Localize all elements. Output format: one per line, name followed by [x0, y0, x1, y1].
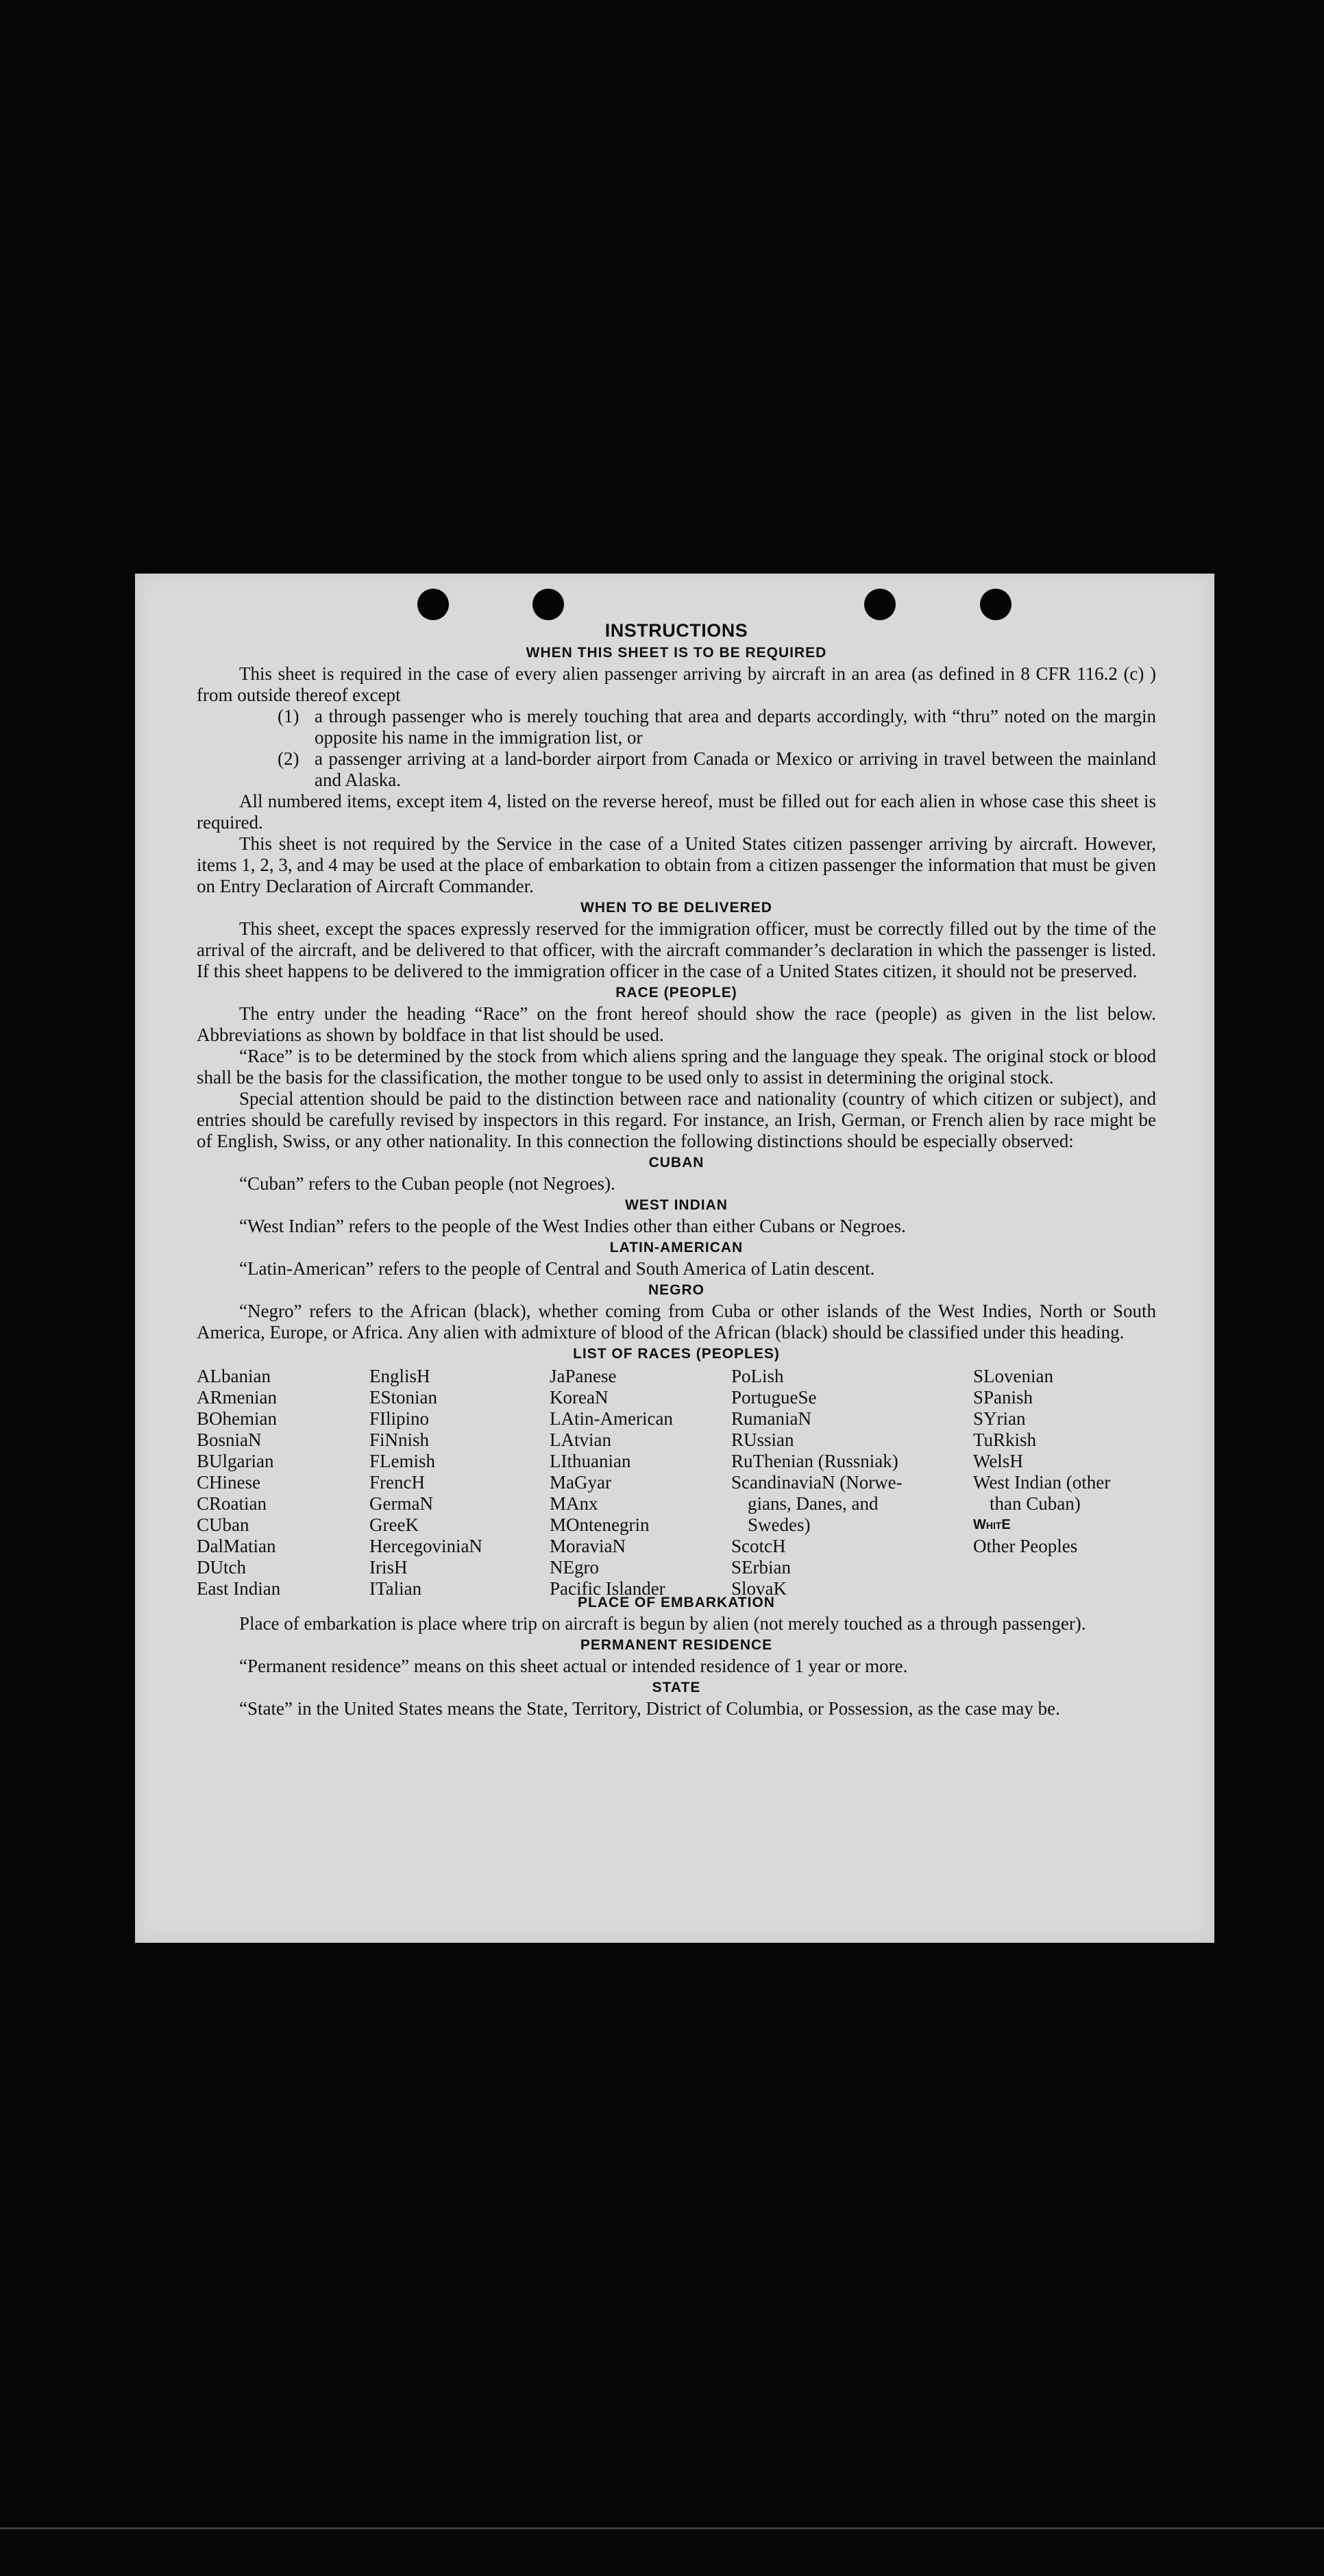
- heading-residence: PERMANENT RESIDENCE: [580, 1637, 773, 1653]
- race-entry: CHinese: [197, 1472, 260, 1493]
- race-entry: Other Peoples: [973, 1536, 1078, 1556]
- race-entry: MAnx: [550, 1493, 598, 1514]
- scanner-edge-line: [0, 2527, 1324, 2529]
- race-entry: LIthuanian: [550, 1451, 631, 1471]
- race-entry: DalMatian: [197, 1536, 276, 1556]
- race-entry: RumaniaN: [731, 1408, 811, 1429]
- paragraph: “Cuban” refers to the Cuban people (not Negroes).: [239, 1173, 615, 1194]
- race-column-2: [369, 1366, 482, 1599]
- race-entry: GreeK: [369, 1514, 419, 1535]
- paragraph: “Race” is to be determined by the stock from which aliens spring and the language they speak. The original stock or blood shall be the basis for the classification, the mother tongue to be used only to assist in determining the original stock.: [197, 1046, 1156, 1088]
- race-column-1: [197, 1366, 280, 1599]
- race-entry: LAtin-American: [550, 1408, 673, 1429]
- race-entry: BUlgarian: [197, 1451, 274, 1471]
- punch-hole: [417, 589, 449, 620]
- paragraph: “Negro” refers to the African (black), whether coming from Cuba or other islands of the West Indies, North or South America, Europe, or Africa. Any alien with admixture of blood of the African (black) should be classified under this heading.: [197, 1301, 1156, 1342]
- race-entry: East Indian: [197, 1578, 281, 1599]
- heading-state: STATE: [652, 1680, 701, 1695]
- race-entry: than Cuban): [990, 1493, 1081, 1514]
- heading-when-required: WHEN THIS SHEET IS TO BE REQUIRED: [526, 645, 827, 661]
- item-text: a through passenger who is merely touching that area and departs accordingly, with “thru” noted on the margin opposite his name in the immigration list, or: [315, 706, 1156, 748]
- race-entry: FIlipino: [369, 1408, 430, 1429]
- heading-west-indian: WEST INDIAN: [625, 1197, 728, 1213]
- race-entry: gians, Danes, and: [748, 1493, 879, 1514]
- heading-when-delivered: WHEN TO BE DELIVERED: [580, 900, 772, 916]
- race-entry: ALbanian: [197, 1366, 271, 1386]
- race-entry: FiNnish: [369, 1430, 430, 1450]
- race-list: [197, 1366, 1156, 1599]
- race-entry: EnglisH: [369, 1366, 430, 1386]
- race-entry: Pacific Islander: [550, 1578, 665, 1599]
- race-entry: MoraviaN: [550, 1536, 626, 1556]
- paragraph: Special attention should be paid to the distinction between race and nationality (country of which citizen or subject), and entries should be carefully revised by inspectors in this regard. For instance, an Irish, German, or French alien by race might be of English, Swiss, or any other nationality. In this connection the following distinctions should be especially observed:: [197, 1088, 1156, 1151]
- item-number: (2): [278, 748, 299, 769]
- race-entry: ScandinaviaN (Norwe-: [731, 1472, 903, 1493]
- list-item: [197, 748, 1156, 791]
- punch-hole: [980, 589, 1012, 620]
- race-entry: BosniaN: [197, 1430, 262, 1450]
- race-entry: West Indian (other: [973, 1472, 1111, 1493]
- race-entry: SPanish: [973, 1387, 1033, 1408]
- race-entry: ScotcH: [731, 1536, 786, 1556]
- race-entry: BOhemian: [197, 1408, 277, 1429]
- punch-hole: [532, 589, 564, 620]
- document-title: INSTRUCTIONS: [604, 620, 748, 641]
- race-entry: PoLish: [731, 1366, 784, 1386]
- race-entry: LAtvian: [550, 1430, 611, 1450]
- race-entry: SYrian: [973, 1408, 1026, 1429]
- race-entry: RUssian: [731, 1430, 794, 1450]
- race-entry: PortugueSe: [731, 1387, 817, 1408]
- instruction-sheet: [135, 574, 1214, 1943]
- heading-cuban: CUBAN: [648, 1155, 704, 1170]
- paragraph: Place of embarkation is place where trip on aircraft is begun by alien (not merely touched as a through passenger).: [239, 1613, 1086, 1634]
- race-entry: Swedes): [748, 1514, 811, 1535]
- race-entry: TuRkish: [973, 1430, 1037, 1450]
- race-entry: RuThenian (Russniak): [731, 1451, 898, 1471]
- punch-hole: [864, 589, 896, 620]
- race-entry: EStonian: [369, 1387, 437, 1408]
- race-entry: MOntenegrin: [550, 1514, 650, 1535]
- race-column-5: [973, 1366, 1110, 1557]
- paragraph: “West Indian” refers to the people of the West Indies other than either Cubans or Negroes.: [239, 1216, 906, 1236]
- race-entry: NEgro: [550, 1557, 599, 1578]
- race-entry: KoreaN: [550, 1387, 609, 1408]
- list-item: [197, 706, 1156, 748]
- race-entry: FLemish: [369, 1451, 436, 1471]
- race-entry: WelsH: [973, 1451, 1023, 1471]
- race-entry: ARmenian: [197, 1387, 277, 1408]
- race-entry: CUban: [197, 1514, 249, 1535]
- paragraph: This sheet is required in the case of every alien passenger arriving by aircraft in an area (as defined in 8 CFR 116.2 (c) ) from outside thereof except: [197, 663, 1156, 705]
- race-entry: GermaN: [369, 1493, 433, 1514]
- race-column-4: [731, 1366, 903, 1599]
- heading-embarkation: PLACE OF EMBARKATION: [578, 1595, 775, 1610]
- paragraph: All numbered items, except item 4, listed on the reverse hereof, must be filled out for each alien in whose case this sheet is required.: [197, 791, 1156, 833]
- heading-list-of-races: LIST OF RACES (PEOPLES): [573, 1346, 780, 1362]
- race-entry: MaGyar: [550, 1472, 611, 1493]
- paragraph: “State” in the United States means the State, Territory, District of Columbia, or Possession, as the case may be.: [239, 1698, 1060, 1719]
- paragraph: The entry under the heading “Race” on the front hereof should show the race (people) as given in the list below. Abbreviations as shown by boldface in that list should be used.: [197, 1003, 1156, 1045]
- race-entry: SlovaK: [731, 1578, 787, 1599]
- item-text: a passenger arriving at a land-border airport from Canada or Mexico or arriving in travel between the mainland and Alaska.: [315, 748, 1156, 790]
- race-entry: SErbian: [731, 1557, 791, 1578]
- paragraph: “Latin-American” refers to the people of Central and South America of Latin descent.: [239, 1258, 875, 1279]
- race-entry: HercegoviniaN: [369, 1536, 482, 1556]
- race-entry: WhitE: [973, 1517, 1011, 1532]
- race-entry: DUtch: [197, 1557, 246, 1578]
- race-entry: FrencH: [369, 1472, 425, 1493]
- paragraph: This sheet, except the spaces expressly reserved for the immigration officer, must be correctly filled out by the time of the arrival of the aircraft, and be delivered to that officer, with the aircraft commander’s declaration in which the passenger is listed. If this sheet happens to be delivered to the immigration officer in the case of a United States citizen, it should not be preserved.: [197, 918, 1156, 981]
- document-body: [197, 619, 1156, 1719]
- heading-race: RACE (PEOPLE): [615, 985, 737, 1001]
- race-entry: IrisH: [369, 1557, 408, 1578]
- paragraph: This sheet is not required by the Service in the case of a United States citizen passenger arriving by aircraft. However, items 1, 2, 3, and 4 may be used at the place of embarkation to obtain from a citizen passenger the information that must be given on Entry Declaration of Aircraft Commander.: [197, 833, 1156, 896]
- heading-latin-american: LATIN-AMERICAN: [609, 1240, 744, 1255]
- race-entry: JaPanese: [550, 1366, 617, 1386]
- race-entry: ITalian: [369, 1578, 422, 1599]
- race-entry: SLovenian: [973, 1366, 1053, 1386]
- paragraph: “Permanent residence” means on this sheet actual or intended residence of 1 year or more.: [239, 1656, 908, 1676]
- heading-negro: NEGRO: [648, 1282, 704, 1298]
- item-number: (1): [278, 706, 299, 726]
- race-column-3: [550, 1366, 673, 1599]
- race-entry: CRoatian: [197, 1493, 267, 1514]
